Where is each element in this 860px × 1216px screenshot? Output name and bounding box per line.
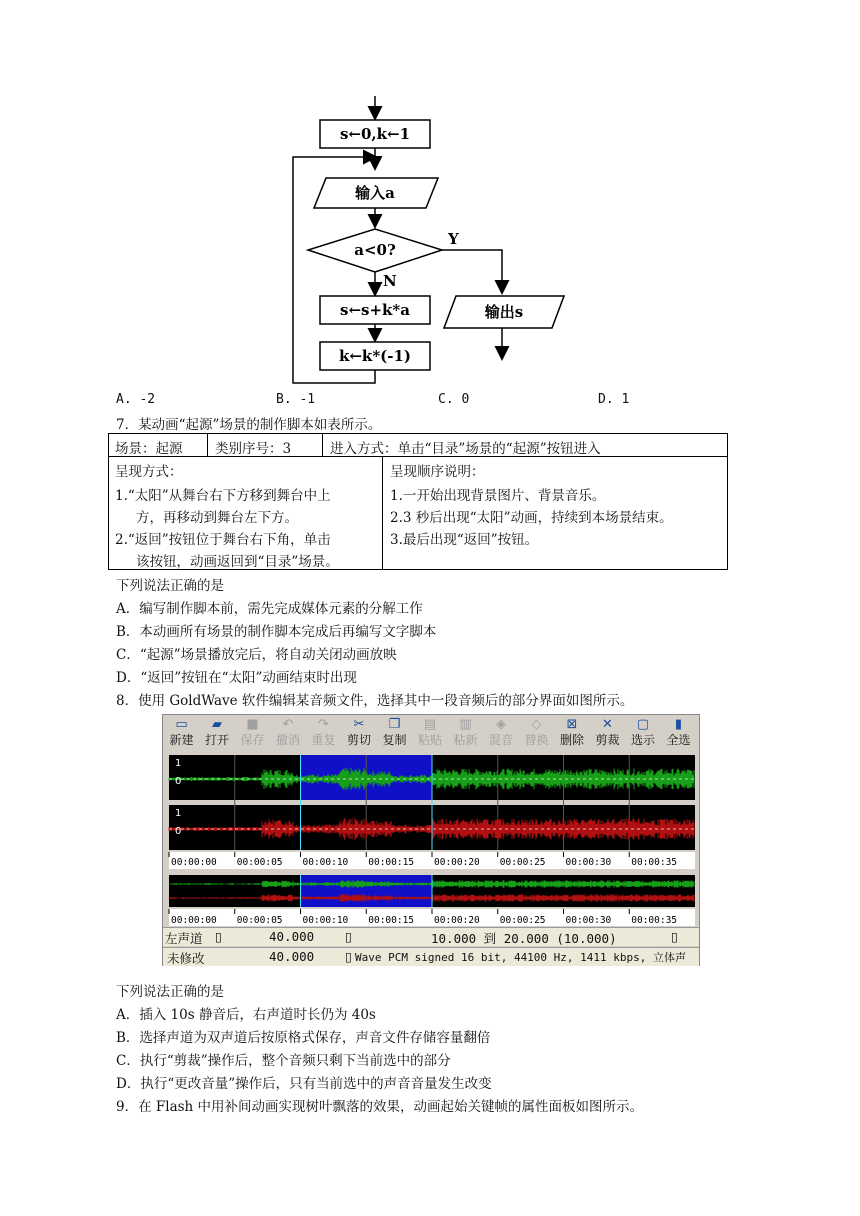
q8-stem: 8．使用 GoldWave 软件编辑某音频文件，选择其中一段音频后的部分界面如图所示。 <box>116 693 634 709</box>
status-format: Wave PCM signed 16 bit, 44100 Hz, 1411 kbps, 立体声 <box>355 951 687 964</box>
flowchart <box>286 92 586 392</box>
paste-new-icon: ▥ <box>459 717 472 732</box>
waveform-overview[interactable] <box>165 873 697 927</box>
paste-icon: ▤ <box>423 717 437 732</box>
toolbar-button-1[interactable] <box>201 717 234 751</box>
toolbar-button-10[interactable] <box>520 717 553 751</box>
status-length-2: 40.000 <box>269 949 315 964</box>
select-all-icon: ▮ <box>674 717 683 732</box>
toolbar-button-2[interactable] <box>236 717 269 751</box>
q8-option-a: A．插入 10s 静音后，右声道时长仍为 40s <box>116 1007 376 1023</box>
table-presentation-1: 1.“太阳”从舞台右下方移到舞台中上 <box>115 488 331 504</box>
overview-time-tick-label: 00:00:35 <box>631 915 678 926</box>
replace-icon: ◇ <box>531 717 542 732</box>
toolbar-button-label: 删除 <box>559 733 584 747</box>
delete-icon: ⊠ <box>566 717 578 732</box>
time-tick-label: 00:00:20 <box>434 857 480 868</box>
channel-scale-label: 0 <box>175 826 182 837</box>
q6-option-b: B. -1 <box>276 392 316 407</box>
undo-icon: ↶ <box>282 717 294 732</box>
table-presentation-2: 2.“返回”按钮位于舞台右下角，单击 <box>115 532 331 548</box>
q7-option-b: B．本动画所有场景的制作脚本完成后再编写文字脚本 <box>116 624 437 640</box>
q7-stem: 7．某动画“起源”场景的制作脚本如表所示。 <box>116 417 382 433</box>
q6-option-d: D. 1 <box>598 392 630 407</box>
flow-assign-s: s←s+k*a <box>340 301 410 319</box>
overview-selection <box>301 875 433 907</box>
q6-option-a: A. -2 <box>116 392 156 407</box>
toolbar-button-14[interactable] <box>662 717 695 751</box>
overview-time-tick-label: 00:00:20 <box>434 915 480 926</box>
table-presentation-1b: 方，再移动到舞台左下方。 <box>136 510 298 526</box>
table-order-title: 呈现顺序说明： <box>390 464 485 480</box>
scissors-icon: ✂ <box>353 717 365 732</box>
toolbar-button-label: 打开 <box>204 733 229 747</box>
table-entry: 进入方式：单击“目录”场景的“起源”按钮进入 <box>330 441 601 457</box>
status-range: 10.000 到 20.000 (10.000) <box>431 931 617 946</box>
toolbar-button-label: 粘贴 <box>417 733 442 747</box>
toolbar-button-9[interactable] <box>485 717 518 751</box>
flow-yes-label: Y <box>448 230 459 248</box>
overview-time-tick-label: 00:00:15 <box>368 915 415 926</box>
flow-no-label: N <box>383 272 397 290</box>
toolbar-button-7[interactable] <box>414 717 447 751</box>
overview-time-tick-label: 00:00:30 <box>565 915 612 926</box>
time-tick-label: 00:00:35 <box>631 857 678 868</box>
q7-prompt: 下列说法正确的是 <box>116 578 224 594</box>
toolbar-button-label: 全选 <box>666 733 691 747</box>
table-order-3: 3.最后出现“返回”按钮。 <box>390 532 539 548</box>
bar-icon: ▯ <box>671 929 678 944</box>
toolbar-button-5[interactable] <box>343 717 376 751</box>
channel-scale-label: 1 <box>175 808 182 819</box>
status-bar-2 <box>163 947 699 966</box>
flow-input: 输入a <box>355 184 395 202</box>
goldwave-toolbar <box>163 715 699 753</box>
toolbar-button-label: 粘新 <box>453 733 478 747</box>
toolbar-button-3[interactable] <box>272 717 305 751</box>
open-folder-icon: ▰ <box>212 717 222 732</box>
toolbar-button-label: 替换 <box>524 733 549 747</box>
trim-icon: ✕ <box>602 717 613 732</box>
table-order-1: 1.一开始出现背景图片、背景音乐。 <box>390 488 606 504</box>
script-table <box>108 433 728 570</box>
channel-scale-label: 0 <box>175 776 182 787</box>
q6-option-c: C. 0 <box>438 392 470 407</box>
overview-time-tick-label: 00:00:25 <box>499 915 546 926</box>
table-scene: 场景：起源 <box>115 441 183 457</box>
toolbar-button-13[interactable] <box>627 717 660 751</box>
flow-condition: a<0? <box>354 241 396 259</box>
copy-icon: ❐ <box>388 717 401 732</box>
time-tick-label: 00:00:25 <box>499 857 546 868</box>
q7-option-d: D．“返回”按钮在“太阳”动画结束时出现 <box>116 670 357 686</box>
redo-icon: ↷ <box>318 717 329 732</box>
table-presentation-2b: 该按钮，动画返回到“目录”场景。 <box>136 554 339 570</box>
select-view-icon: ▢ <box>636 717 650 732</box>
time-tick-label: 00:00:00 <box>171 857 217 868</box>
toolbar-button-label: 新建 <box>169 733 194 747</box>
flow-init: s←0,k←1 <box>339 125 411 143</box>
toolbar-button-label: 混音 <box>488 733 513 747</box>
flow-assign-k: k←k*(-1) <box>338 347 412 365</box>
overview-time-tick-label: 00:00:10 <box>302 915 349 926</box>
bar-icon: ▯ <box>345 949 352 964</box>
goldwave-window <box>162 714 700 966</box>
time-tick-label: 00:00:15 <box>368 857 415 868</box>
q8-option-b: B．选择声道为双声道后按原格式保存，声音文件存储容量翻倍 <box>116 1030 491 1046</box>
toolbar-button-4[interactable] <box>307 717 340 751</box>
toolbar-button-8[interactable] <box>449 717 482 751</box>
toolbar-button-label: 重复 <box>311 733 336 747</box>
save-icon: ■ <box>246 717 259 732</box>
bar-icon: ▯ <box>215 929 222 944</box>
mix-icon: ◈ <box>496 717 506 732</box>
toolbar-button-label: 剪切 <box>346 733 371 747</box>
status-channel: 左声道 <box>165 931 203 946</box>
toolbar-button-11[interactable] <box>556 717 589 751</box>
q7-option-c: C．“起源”场景播放完后，将自动关闭动画放映 <box>116 647 397 663</box>
channel-scale-label: 1 <box>175 758 182 769</box>
toolbar-button-12[interactable] <box>591 717 624 751</box>
toolbar-button-label: 保存 <box>240 733 265 747</box>
toolbar-button-0[interactable] <box>165 717 198 751</box>
overview-time-tick-label: 00:00:00 <box>171 915 217 926</box>
overview-time-tick-label: 00:00:05 <box>236 915 283 926</box>
toolbar-button-6[interactable] <box>378 717 411 751</box>
table-order-2: 2.3 秒后出现“太阳”动画，持续到本场景结束。 <box>390 510 673 526</box>
q8-prompt: 下列说法正确的是 <box>116 984 224 1000</box>
toolbar-button-label: 撤消 <box>275 733 300 747</box>
q9-stem: 9．在 Flash 中用补间动画实现树叶飘落的效果，动画起始关键帧的属性面板如图所示。 <box>116 1099 644 1115</box>
time-tick-label: 00:00:05 <box>236 857 283 868</box>
time-tick-label: 00:00:10 <box>302 857 349 868</box>
q8-option-d: D．执行“更改音量”操作后，只有当前选中的声音音量发生改变 <box>116 1076 492 1092</box>
flow-output: 输出s <box>484 303 524 321</box>
toolbar-button-label: 复制 <box>382 733 407 747</box>
waveform-main[interactable] <box>165 753 697 869</box>
bar-icon: ▯ <box>345 929 352 944</box>
toolbar-button-label: 选示 <box>630 733 655 747</box>
status-bar-1 <box>163 927 699 946</box>
q7-option-a: A．编写制作脚本前，需先完成媒体元素的分解工作 <box>116 601 423 617</box>
new-file-icon: ▭ <box>175 717 188 732</box>
time-tick-label: 00:00:30 <box>565 857 612 868</box>
toolbar-button-label: 剪裁 <box>595 733 620 747</box>
table-presentation-title: 呈现方式： <box>115 464 183 480</box>
status-length: 40.000 <box>269 929 315 944</box>
q8-option-c: C．执行“剪裁”操作后，整个音频只剩下当前选中的部分 <box>116 1053 451 1069</box>
table-category: 类别序号：3 <box>215 441 292 457</box>
status-modified: 未修改 <box>167 951 205 966</box>
